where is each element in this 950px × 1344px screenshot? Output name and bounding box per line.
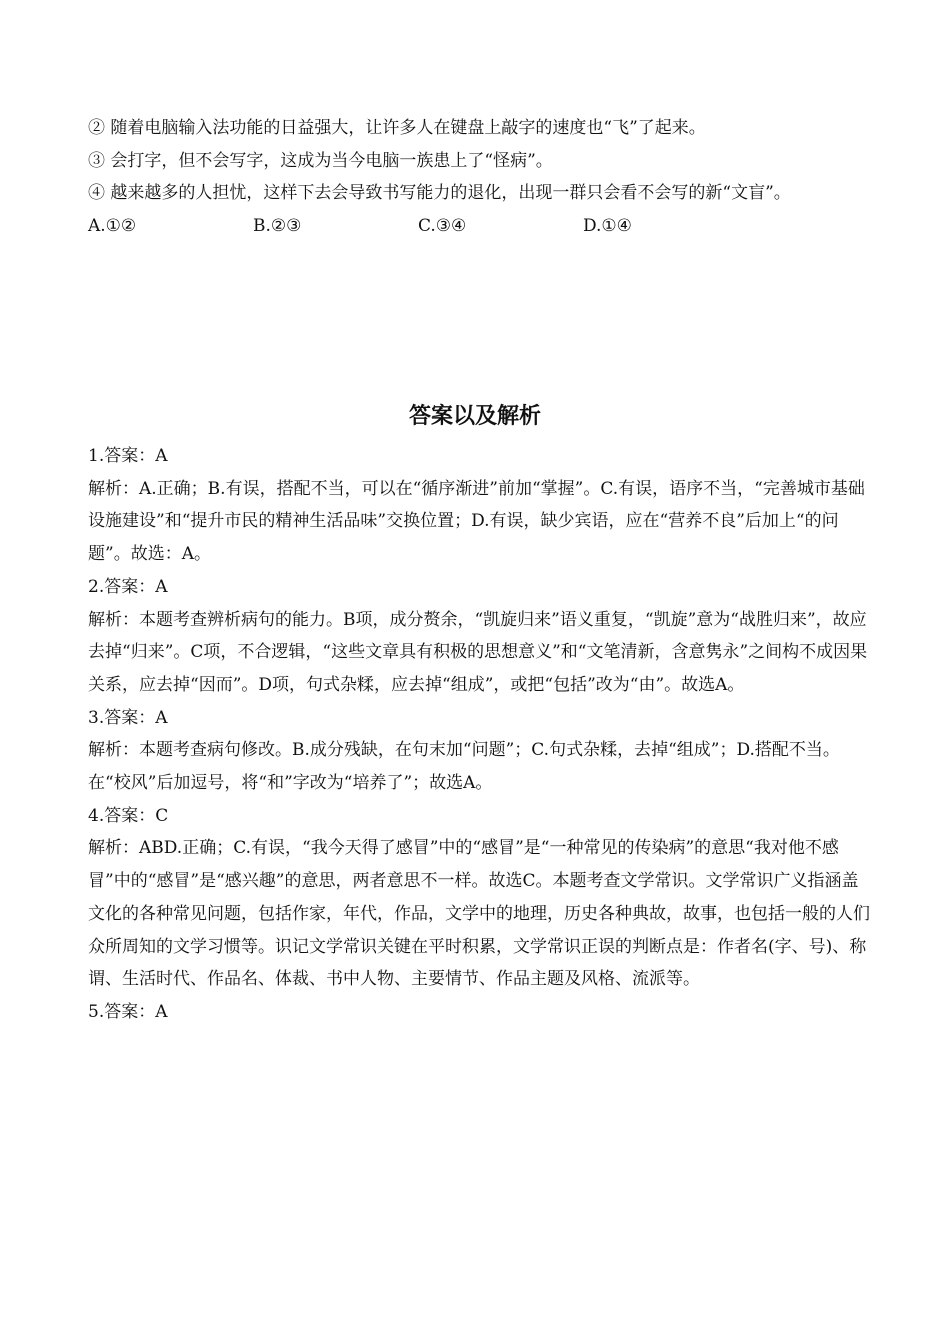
explanation-3: 解析：本题考查病句修改。B.成分残缺，在句末加“问题”；C.句式杂糅，去掉“组成”；D.搭配不当。在“校风”后加逗号，将“和”字改为“培养了”；故选A。 (88, 740, 840, 794)
explanation-1: 解析：A.正确；B.有误，搭配不当，可以在“循序渐进”前加“掌握”。C.有误，语序不当，“完善城市基础设施建设”和“提升市民的精神生活品味”交换位置；D.有误，缺少宾语，应在“营养不良”后加上“的问题”。故选：A。 (88, 478, 865, 565)
answer-4: 4.答案：C (88, 805, 169, 826)
statement-2: ② 随着电脑输入法功能的日益强大，让许多人在键盘上敲字的速度也“飞”了起来。 (88, 118, 706, 138)
option-b: B.②③ (253, 216, 302, 237)
option-c: C.③④ (418, 216, 467, 237)
explanation-4: 解析：ABD.正确；C.有误，“我今天得了感冒”中的“感冒”是“一种常见的传染病”的意思“我对他不感冒”中的“感冒”是“感兴趣”的意思，两者意思不一样。故选C。本题考查文学常识。文学常识广义指涵盖文化的各种常见问题，包括作家，年代，作品，文学中的地理，历史各种典故，故事，也包括一般的人们众所周知的文学习惯等。识记文学常识关键在平时积累，文学常识正误的判断点是：作者名(字、号)、称谓、生活时代、作品名、体裁、书中人物、主要情节、作品主题及风格、流派等。 (88, 838, 870, 990)
answer-3: 3.答案：A (88, 707, 168, 728)
option-d: D.①④ (583, 216, 632, 237)
question-continuation (88, 112, 870, 243)
answer-5: 5.答案：A (88, 1001, 168, 1022)
answer-2: 2.答案：A (88, 576, 168, 597)
explanation-2: 解析：本题考查辨析病句的能力。B项，成分赘余，“凯旋归来”语义重复，“凯旋”意为“战胜归来”，故应去掉“归来”。C项，不合逻辑，“这些文章具有积极的思想意义”和“文笔清新，含意隽永”之间构不成因果关系，应去掉“因而”。D项，句式杂糅，应去掉“组成”，或把“包括”改为“由”。故选A。 (88, 609, 868, 695)
section-title: 答案以及解析 (408, 403, 541, 429)
statement-4: ④ 越来越多的人担忧，这样下去会导致书写能力的退化，出现一群只会看不会写的新“文盲”。 (88, 183, 791, 204)
option-a: A.①② (88, 216, 137, 237)
answer-options (88, 210, 870, 243)
answers-section (88, 440, 870, 1029)
answer-1: 1.答案：A (88, 446, 168, 466)
statement-3: ③ 会打字，但不会写字，这成为当今电脑一族患上了“怪病”。 (88, 150, 553, 171)
